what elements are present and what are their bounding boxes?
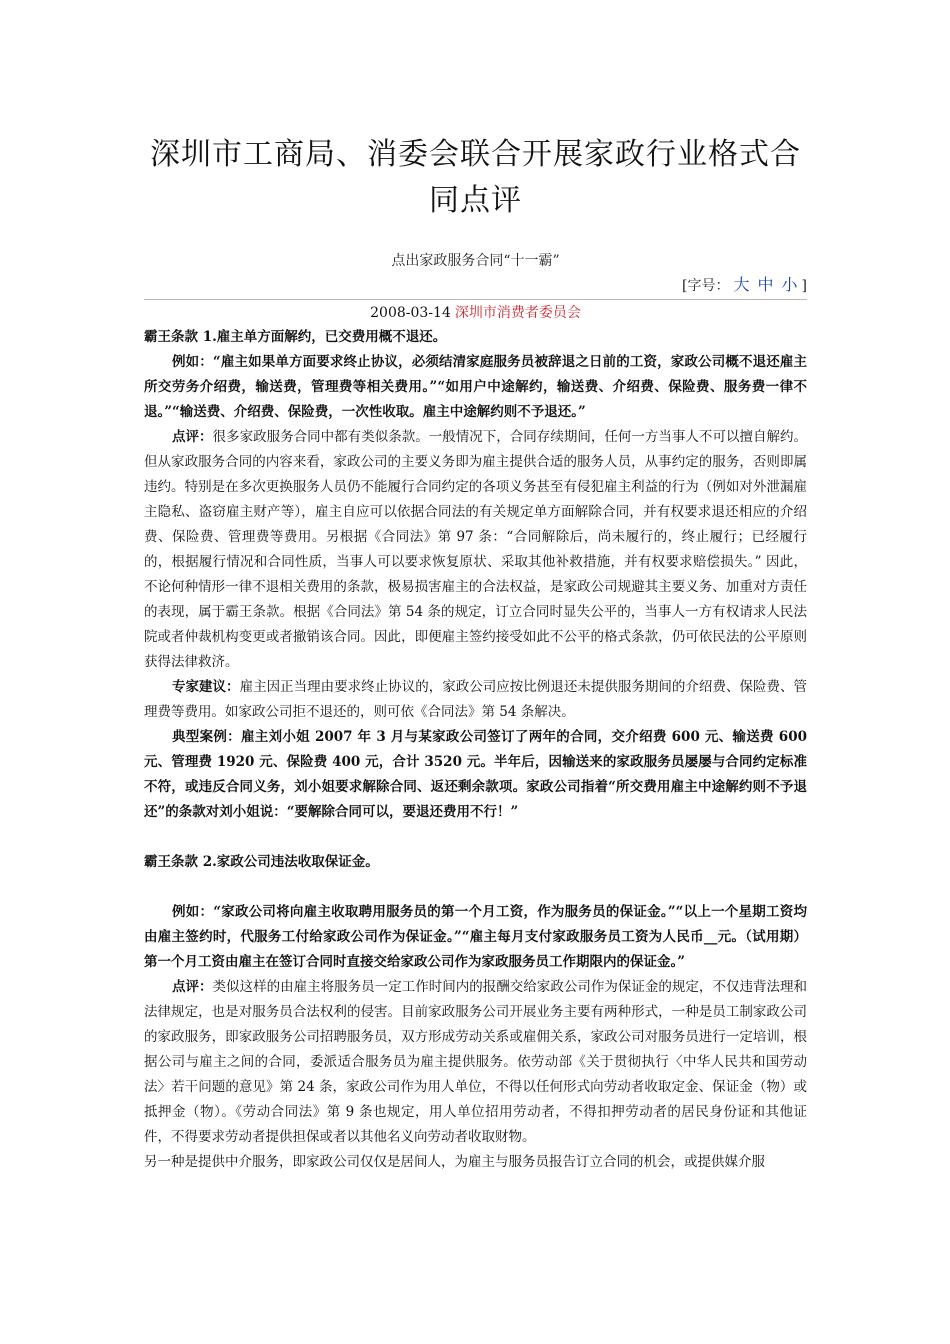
clause-2-example-text: “家政公司将向雇主收取聘用服务员的第一个月工资，作为服务员的保证金。”“以上一个星期工资均由雇主签约时，代服务工付给家政公司作为保证金。”“雇主每月支付家政服务员工资为人民币__元。（试用期）第一个月工资由雇主在签订合同时直接交给家政公司作为家政服务员工作期限内的保证金。” [144, 904, 808, 970]
clause-1-example-label: 例如： [172, 354, 213, 370]
font-size-switcher [144, 275, 807, 296]
clause-1-comment-label: 点评： [172, 429, 213, 445]
page-title: 深圳市工商局、消委会联合开展家政行业格式合同点评 [150, 137, 801, 218]
subtitle: 点出家政服务合同“十一霸” [391, 253, 560, 269]
clause-1-comment-text: 很多家政服务合同中都有类似条款。一般情况下，合同存续期间，任何一方当事人不可以擅自解约。但从家政服务合同的内容来看，家政公司的主要义务即为雇主提供合适的服务人员，从事约定的服务，否则即属违约。特别是在多次更换服务人员仍不能履行合同约定的各项义务甚至有侵犯雇主利益的行为（例如对外泄漏雇主隐私、盗窃雇主财产等），雇主自应可以依据合同法的有关规定单方面解除合同，并有权要求退还相应的介绍费、保险费、管理费等费用。另根据《合同法》第 97 条：“合同解除后，尚未履行的，终止履行；已经履行的，根据履行情况和合同性质，当事人可以要求恢复原状、采取其他补救措施，并有权要求赔偿损失。” 因此，不论何种情形一律不退相关费用的条款，极易损害雇主的合法权益，是家政公司规避其主要义务、加重对方责任的表现，属于霸王条款。根据《合同法》第 54 条的规定，订立合同时显失公平的，当事人一方有权请求人民法院或者仲裁机构变更或者撤销该合同。因此，即便雇主签约接受如此不公平的格式条款，仍可依民法的公平原则获得法律救济。 [144, 429, 808, 670]
article [144, 0, 807, 1175]
clause-1-example-text: “雇主如果单方面要求终止协议，必须结清家庭服务员被辞退之日前的工资，家政公司概不退还雇主所交劳务介绍费，输送费，管理费等相关费用。”“如用户中途解约，输送费、介绍费、保险费、服务费一律不退。”“输送费、介绍费、保险费，一次性收取。雇主中途解约则不予退还。” [144, 354, 808, 420]
clause-1-advice [144, 675, 807, 725]
clause-1-case [144, 725, 807, 825]
clause-1-case-label: 典型案例： [172, 729, 241, 745]
clause-1-comment [144, 425, 807, 675]
font-size-suffix: ] [801, 278, 807, 294]
clause-1-advice-text: 雇主因正当理由要求终止协议的，家政公司应按比例退还未提供服务期间的介绍费、保险费、管理费等费用。如家政公司拒不退还的，则可依《合同法》第 54 条解决。 [144, 679, 808, 720]
clause-1-case-text: 雇主刘小姐 2007 年 3 月与某家政公司签订了两年的合同，交介绍费 600 元、输送费 600 元、管理费 1920 元、保险费 400 元，合计 3520 元。半年后，因输送来的家政服务员屡屡与合同约定标准不符，或违反合同义务，刘小姐要求解除合同、返还剩余款项。家政公司指着“所交费用雇主中途解约则不予退还”的条款对刘小姐说：“要解除合同可以，要退还费用不行！” [144, 729, 807, 820]
font-size-small-link[interactable]: 小 [781, 275, 798, 294]
clause-2-comment-text: 类似这样的由雇主将服务员一定工作时间内的报酬交给家政公司作为保证金的规定，不仅违背法理和法律规定，也是对服务员合法权利的侵害。目前家政服务公司开展业务主要有两种形式，一种是员工制家政公司的家政服务，即家政服务公司招聘服务员，双方形成劳动关系或雇佣关系，家政公司对服务员进行一定培训，根据公司与雇主之间的合同，委派适合服务员为雇主提供服务。依劳动部《关于贯彻执行〈中华人民共和国劳动法〉若干问题的意见》第 24 条，家政公司作为用人单位，不得以任何形式向劳动者收取定金、保证金（物）或抵押金（物）。《劳动合同法》第 9 条也规定，用人单位招用劳动者，不得扣押劳动者的居民身份证和其他证件，不得要求劳动者提供担保或者以其他名义向劳动者收取财物。 [144, 979, 808, 1145]
clause-2-continuation: 另一种是提供中介服务，即家政公司仅仅是居间人，为雇主与服务员报告订立合同的机会，或提供媒介服 [144, 1154, 765, 1170]
clause-2-comment-label: 点评： [172, 979, 213, 995]
clause-2-example [144, 900, 807, 975]
source-link[interactable]: 深圳市消费者委员会 [454, 305, 581, 321]
clause-2-comment [144, 975, 807, 1150]
font-size-prefix: [字号： [682, 278, 730, 294]
publish-date: 2008-03-14 [370, 305, 451, 321]
divider [144, 299, 807, 300]
clause-1-advice-label: 专家建议： [172, 679, 240, 695]
clause-2-heading: 霸王条款 2.家政公司违法收取保证金。 [144, 854, 379, 870]
clause-1-heading: 霸王条款 1.雇主单方面解约，已交费用概不退还。 [144, 329, 447, 345]
article-meta [144, 301, 807, 325]
font-size-large-link[interactable]: 大 [733, 275, 750, 294]
spacer [144, 875, 807, 900]
clause-1-example [144, 350, 807, 425]
font-size-medium-link[interactable]: 中 [757, 275, 774, 294]
spacer [144, 825, 807, 850]
clause-2-example-label: 例如： [172, 904, 214, 920]
